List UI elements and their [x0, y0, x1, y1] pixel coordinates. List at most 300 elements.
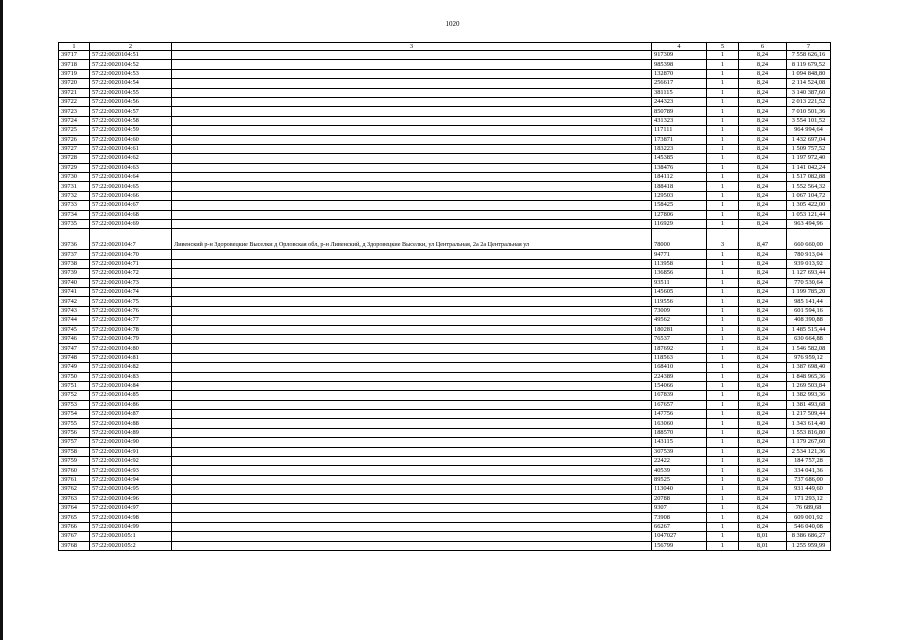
- row-number: 39725: [59, 126, 90, 135]
- row-number: 39768: [59, 541, 90, 550]
- address-cell: [172, 475, 652, 484]
- count-cell: 1: [707, 182, 739, 191]
- column-header: 4: [652, 43, 707, 51]
- column-header: 3: [172, 43, 652, 51]
- area-cell: 307539: [652, 447, 707, 456]
- row-number: 39739: [59, 269, 90, 278]
- row-number: 39721: [59, 88, 90, 97]
- address-cell: [172, 69, 652, 78]
- table-row: [59, 541, 831, 550]
- cadastral-number: 57:22:0020104:97: [90, 503, 172, 512]
- area-cell: 180281: [652, 325, 707, 334]
- table-row: [59, 126, 831, 135]
- area-cell: 138476: [652, 163, 707, 172]
- value-cell: 1 387 698,40: [787, 363, 831, 372]
- rate-cell: 8,24: [739, 116, 787, 125]
- cadastral-number: 57:22:0020104:84: [90, 381, 172, 390]
- value-cell: 1 485 515,44: [787, 325, 831, 334]
- rate-cell: 8,24: [739, 97, 787, 106]
- value-cell: 3 554 101,52: [787, 116, 831, 125]
- value-cell: 931 449,60: [787, 485, 831, 494]
- area-cell: 89525: [652, 475, 707, 484]
- count-cell: 1: [707, 201, 739, 210]
- count-cell: 1: [707, 116, 739, 125]
- area-cell: 147756: [652, 410, 707, 419]
- row-number: 39730: [59, 173, 90, 182]
- value-cell: 609 001,92: [787, 513, 831, 522]
- table-row: [59, 97, 831, 106]
- count-cell: 1: [707, 154, 739, 163]
- cadastral-table: [58, 42, 831, 551]
- address-cell: [172, 438, 652, 447]
- table-row: [59, 363, 831, 372]
- address-cell: [172, 513, 652, 522]
- table-row: [59, 154, 831, 163]
- row-number: 39743: [59, 306, 90, 315]
- rate-cell: 8,24: [739, 88, 787, 97]
- table-row: [59, 503, 831, 512]
- area-cell: 73009: [652, 306, 707, 315]
- table-row: [59, 250, 831, 259]
- value-cell: 171 293,12: [787, 494, 831, 503]
- address-cell: [172, 428, 652, 437]
- rate-cell: 8,24: [739, 107, 787, 116]
- address-cell: [172, 325, 652, 334]
- table-row: [59, 107, 831, 116]
- row-number: 39766: [59, 522, 90, 531]
- count-cell: 1: [707, 97, 739, 106]
- rate-cell: 8,24: [739, 438, 787, 447]
- value-cell: 2 013 221,52: [787, 97, 831, 106]
- rate-cell: 8,24: [739, 363, 787, 372]
- rate-cell: 8,24: [739, 250, 787, 259]
- row-number: 39727: [59, 144, 90, 153]
- area-cell: 119556: [652, 297, 707, 306]
- row-number: 39740: [59, 278, 90, 287]
- area-cell: 154066: [652, 381, 707, 390]
- table-row: [59, 88, 831, 97]
- value-cell: 985 141,44: [787, 297, 831, 306]
- rate-cell: 8,24: [739, 220, 787, 229]
- rate-cell: 8,24: [739, 503, 787, 512]
- cadastral-number: 57:22:0020104:94: [90, 475, 172, 484]
- count-cell: 1: [707, 316, 739, 325]
- area-cell: 173871: [652, 135, 707, 144]
- cadastral-number: 57:22:0020104:70: [90, 250, 172, 259]
- row-number: 39747: [59, 344, 90, 353]
- cadastral-number: 57:22:0020105:1: [90, 532, 172, 541]
- rate-cell: 8,24: [739, 353, 787, 362]
- rate-cell: 8,24: [739, 135, 787, 144]
- count-cell: 1: [707, 344, 739, 353]
- rate-cell: 8,24: [739, 381, 787, 390]
- rate-cell: 8,24: [739, 287, 787, 296]
- cadastral-number: 57:22:0020104:62: [90, 154, 172, 163]
- rate-cell: 8,24: [739, 163, 787, 172]
- value-cell: 976 959,12: [787, 353, 831, 362]
- area-cell: 113040: [652, 485, 707, 494]
- row-number: 39756: [59, 428, 90, 437]
- table-row: [59, 344, 831, 353]
- count-cell: 1: [707, 485, 739, 494]
- table-row: [59, 79, 831, 88]
- value-cell: 1 553 816,80: [787, 428, 831, 437]
- count-cell: 1: [707, 220, 739, 229]
- rate-cell: 8,24: [739, 79, 787, 88]
- row-number: 39761: [59, 475, 90, 484]
- area-cell: 163060: [652, 419, 707, 428]
- value-cell: 546 040,08: [787, 522, 831, 531]
- row-number: 39737: [59, 250, 90, 259]
- area-cell: 49562: [652, 316, 707, 325]
- cadastral-number: 57:22:0020104:99: [90, 522, 172, 531]
- cadastral-number: 57:22:0020104:91: [90, 447, 172, 456]
- area-cell: 94771: [652, 250, 707, 259]
- rate-cell: 8,24: [739, 334, 787, 343]
- area-cell: 132870: [652, 69, 707, 78]
- cadastral-number: 57:22:0020104:95: [90, 485, 172, 494]
- table-row: [59, 428, 831, 437]
- address-cell: [172, 522, 652, 531]
- count-cell: 1: [707, 363, 739, 372]
- cadastral-number: 57:22:0020104:79: [90, 334, 172, 343]
- count-cell: 1: [707, 541, 739, 550]
- row-number: 39742: [59, 297, 90, 306]
- row-number: 39717: [59, 51, 90, 60]
- value-cell: 1 127 693,44: [787, 269, 831, 278]
- value-cell: 7 558 626,16: [787, 51, 831, 60]
- value-cell: 76 689,68: [787, 503, 831, 512]
- address-cell: [172, 126, 652, 135]
- cadastral-number: 57:22:0020104:77: [90, 316, 172, 325]
- area-cell: 143115: [652, 438, 707, 447]
- count-cell: 1: [707, 79, 739, 88]
- row-number: 39731: [59, 182, 90, 191]
- row-number: 39755: [59, 419, 90, 428]
- row-number: 39750: [59, 372, 90, 381]
- address-cell: [172, 457, 652, 466]
- cadastral-number: 57:22:0020104:80: [90, 344, 172, 353]
- count-cell: 1: [707, 135, 739, 144]
- value-cell: 184 757,28: [787, 457, 831, 466]
- address-cell: [172, 107, 652, 116]
- value-cell: 630 664,88: [787, 334, 831, 343]
- table-row: [59, 287, 831, 296]
- count-cell: 1: [707, 353, 739, 362]
- value-cell: 1 382 993,36: [787, 391, 831, 400]
- address-cell: [172, 447, 652, 456]
- cadastral-number: 57:22:0020104:93: [90, 466, 172, 475]
- row-number: 39764: [59, 503, 90, 512]
- address-cell: [172, 173, 652, 182]
- area-cell: 917309: [652, 51, 707, 60]
- row-number: 39724: [59, 116, 90, 125]
- count-cell: 1: [707, 173, 739, 182]
- cadastral-number: 57:22:0020104:51: [90, 51, 172, 60]
- count-cell: 1: [707, 438, 739, 447]
- count-cell: 1: [707, 457, 739, 466]
- area-cell: 850789: [652, 107, 707, 116]
- area-cell: 116929: [652, 220, 707, 229]
- value-cell: 1 432 697,04: [787, 135, 831, 144]
- area-cell: 431323: [652, 116, 707, 125]
- row-number: 39732: [59, 191, 90, 200]
- value-cell: 1 552 564,32: [787, 182, 831, 191]
- area-cell: 129503: [652, 191, 707, 200]
- address-cell: [172, 51, 652, 60]
- column-header: 6: [739, 43, 787, 51]
- address-cell: [172, 88, 652, 97]
- rate-cell: 8,24: [739, 306, 787, 315]
- area-cell: 256617: [652, 79, 707, 88]
- value-cell: 1 255 959,99: [787, 541, 831, 550]
- area-cell: 156799: [652, 541, 707, 550]
- value-cell: 334 041,36: [787, 466, 831, 475]
- rate-cell: 8,24: [739, 522, 787, 531]
- area-cell: 127806: [652, 210, 707, 219]
- rate-cell: 8,24: [739, 344, 787, 353]
- address-cell: [172, 410, 652, 419]
- row-number: 39748: [59, 353, 90, 362]
- area-cell: 76537: [652, 334, 707, 343]
- area-cell: 22422: [652, 457, 707, 466]
- address-cell: [172, 250, 652, 259]
- row-number: 39746: [59, 334, 90, 343]
- cadastral-number: 57:22:0020104:73: [90, 278, 172, 287]
- table-row: [59, 485, 831, 494]
- cadastral-number: 57:22:0020105:2: [90, 541, 172, 550]
- area-cell: 167657: [652, 400, 707, 409]
- count-cell: 1: [707, 278, 739, 287]
- count-cell: 1: [707, 297, 739, 306]
- table-row: [59, 475, 831, 484]
- table-row: [59, 372, 831, 381]
- address-cell: [172, 259, 652, 268]
- value-cell: 737 686,00: [787, 475, 831, 484]
- row-number: 39718: [59, 60, 90, 69]
- cadastral-number: 57:22:0020104:68: [90, 210, 172, 219]
- row-number: 39719: [59, 69, 90, 78]
- address-cell: [172, 419, 652, 428]
- value-cell: 601 594,16: [787, 306, 831, 315]
- cadastral-number: 57:22:0020104:81: [90, 353, 172, 362]
- table-row: [59, 210, 831, 219]
- table-row: [59, 69, 831, 78]
- rate-cell: 8,24: [739, 447, 787, 456]
- area-cell: 40539: [652, 466, 707, 475]
- count-cell: 1: [707, 522, 739, 531]
- address-cell: [172, 154, 652, 163]
- cadastral-number: 57:22:0020104:96: [90, 494, 172, 503]
- value-cell: 1 179 267,60: [787, 438, 831, 447]
- table-row: [59, 513, 831, 522]
- cadastral-number: 57:22:0020104:54: [90, 79, 172, 88]
- cadastral-number: 57:22:0020104:52: [90, 60, 172, 69]
- table-row: [59, 201, 831, 210]
- column-header: 1: [59, 43, 90, 51]
- row-number: 39733: [59, 201, 90, 210]
- area-cell: 187692: [652, 344, 707, 353]
- address-cell: [172, 316, 652, 325]
- row-number: 39763: [59, 494, 90, 503]
- scan-edge: [0, 0, 3, 640]
- area-cell: 136856: [652, 269, 707, 278]
- address-cell: Ливенский р-н Здоровецкие Выселки д Орловская обл, р-н Ливенский, д Здоровецкие Выселки, ул Центральная, 2а 2а Центральная ул: [172, 229, 652, 250]
- table-row: [59, 447, 831, 456]
- address-cell: [172, 287, 652, 296]
- table-row: [59, 259, 831, 268]
- count-cell: 1: [707, 475, 739, 484]
- count-cell: 1: [707, 428, 739, 437]
- count-cell: 1: [707, 513, 739, 522]
- column-header: 7: [787, 43, 831, 51]
- table-row: [59, 438, 831, 447]
- value-cell: 3 140 387,60: [787, 88, 831, 97]
- address-cell: [172, 353, 652, 362]
- address-cell: [172, 60, 652, 69]
- rate-cell: 8,24: [739, 278, 787, 287]
- count-cell: 1: [707, 503, 739, 512]
- rate-cell: 8,24: [739, 316, 787, 325]
- address-cell: [172, 210, 652, 219]
- cadastral-number: 57:22:0020104:56: [90, 97, 172, 106]
- rate-cell: 8,24: [739, 259, 787, 268]
- address-cell: [172, 191, 652, 200]
- row-number: 39720: [59, 79, 90, 88]
- value-cell: 1 053 121,44: [787, 210, 831, 219]
- count-cell: 1: [707, 60, 739, 69]
- rate-cell: 8,24: [739, 51, 787, 60]
- rate-cell: 8,47: [739, 229, 787, 250]
- cadastral-number: 57:22:0020104:58: [90, 116, 172, 125]
- count-cell: 1: [707, 126, 739, 135]
- row-number: 39723: [59, 107, 90, 116]
- table-row: [59, 163, 831, 172]
- table-row: [59, 353, 831, 362]
- value-cell: 2 534 121,36: [787, 447, 831, 456]
- count-cell: 1: [707, 494, 739, 503]
- address-cell: [172, 116, 652, 125]
- table-row: [59, 532, 831, 541]
- row-number: 39751: [59, 381, 90, 390]
- rate-cell: 8,24: [739, 182, 787, 191]
- cadastral-number: 57:22:0020104:72: [90, 269, 172, 278]
- table-row: [59, 325, 831, 334]
- rate-cell: 8,24: [739, 494, 787, 503]
- count-cell: 1: [707, 163, 739, 172]
- row-number: 39722: [59, 97, 90, 106]
- rate-cell: 8,24: [739, 210, 787, 219]
- rate-cell: 8,24: [739, 60, 787, 69]
- table-row: [59, 116, 831, 125]
- cadastral-number: 57:22:0020104:66: [90, 191, 172, 200]
- area-cell: 145605: [652, 287, 707, 296]
- row-number: 39767: [59, 532, 90, 541]
- area-cell: 244323: [652, 97, 707, 106]
- value-cell: 1 517 082,88: [787, 173, 831, 182]
- cadastral-number: 57:22:0020104:76: [90, 306, 172, 315]
- rate-cell: 8,24: [739, 457, 787, 466]
- table-row: [59, 410, 831, 419]
- address-cell: [172, 344, 652, 353]
- value-cell: 780 913,04: [787, 250, 831, 259]
- value-cell: 939 013,92: [787, 259, 831, 268]
- count-cell: 1: [707, 107, 739, 116]
- row-number: 39759: [59, 457, 90, 466]
- area-cell: 117111: [652, 126, 707, 135]
- row-number: 39726: [59, 135, 90, 144]
- table-row: [59, 391, 831, 400]
- table-row: [59, 381, 831, 390]
- address-cell: [172, 144, 652, 153]
- row-number: 39738: [59, 259, 90, 268]
- area-cell: 985398: [652, 60, 707, 69]
- count-cell: 1: [707, 191, 739, 200]
- area-cell: 168410: [652, 363, 707, 372]
- count-cell: 1: [707, 372, 739, 381]
- area-cell: 78000: [652, 229, 707, 250]
- row-number: 39728: [59, 154, 90, 163]
- rate-cell: 8,24: [739, 475, 787, 484]
- table-row: [59, 220, 831, 229]
- rate-cell: 8,24: [739, 325, 787, 334]
- value-cell: 7 010 501,36: [787, 107, 831, 116]
- value-cell: 963 494,96: [787, 220, 831, 229]
- rate-cell: 8,24: [739, 485, 787, 494]
- count-cell: 1: [707, 410, 739, 419]
- value-cell: 2 114 524,08: [787, 79, 831, 88]
- area-cell: 158425: [652, 201, 707, 210]
- count-cell: 1: [707, 269, 739, 278]
- cadastral-number: 57:22:0020104:88: [90, 419, 172, 428]
- value-cell: 1 305 422,00: [787, 201, 831, 210]
- count-cell: 1: [707, 88, 739, 97]
- rate-cell: 8,24: [739, 201, 787, 210]
- area-cell: 93511: [652, 278, 707, 287]
- value-cell: 1 197 972,40: [787, 154, 831, 163]
- rate-cell: 8,24: [739, 154, 787, 163]
- row-number: 39729: [59, 163, 90, 172]
- address-cell: [172, 334, 652, 343]
- address-cell: [172, 135, 652, 144]
- row-number: 39736: [59, 229, 90, 250]
- rate-cell: 8,01: [739, 541, 787, 550]
- table-row: [59, 419, 831, 428]
- table-row: [59, 466, 831, 475]
- value-cell: 1 199 785,20: [787, 287, 831, 296]
- cadastral-number: 57:22:0020104:67: [90, 201, 172, 210]
- area-cell: 381115: [652, 88, 707, 97]
- value-cell: 660 660,00: [787, 229, 831, 250]
- area-cell: 66267: [652, 522, 707, 531]
- address-cell: [172, 363, 652, 372]
- rate-cell: 8,01: [739, 532, 787, 541]
- cadastral-number: 57:22:0020104:64: [90, 173, 172, 182]
- value-cell: 1 217 509,44: [787, 410, 831, 419]
- area-cell: 20788: [652, 494, 707, 503]
- address-cell: [172, 541, 652, 550]
- rate-cell: 8,24: [739, 297, 787, 306]
- value-cell: 1 094 848,80: [787, 69, 831, 78]
- cadastral-number: 57:22:0020104:90: [90, 438, 172, 447]
- count-cell: 1: [707, 391, 739, 400]
- address-cell: [172, 297, 652, 306]
- cadastral-number: 57:22:0020104:55: [90, 88, 172, 97]
- table-row: [59, 400, 831, 409]
- rate-cell: 8,24: [739, 419, 787, 428]
- rate-cell: 8,24: [739, 466, 787, 475]
- rate-cell: 8,24: [739, 410, 787, 419]
